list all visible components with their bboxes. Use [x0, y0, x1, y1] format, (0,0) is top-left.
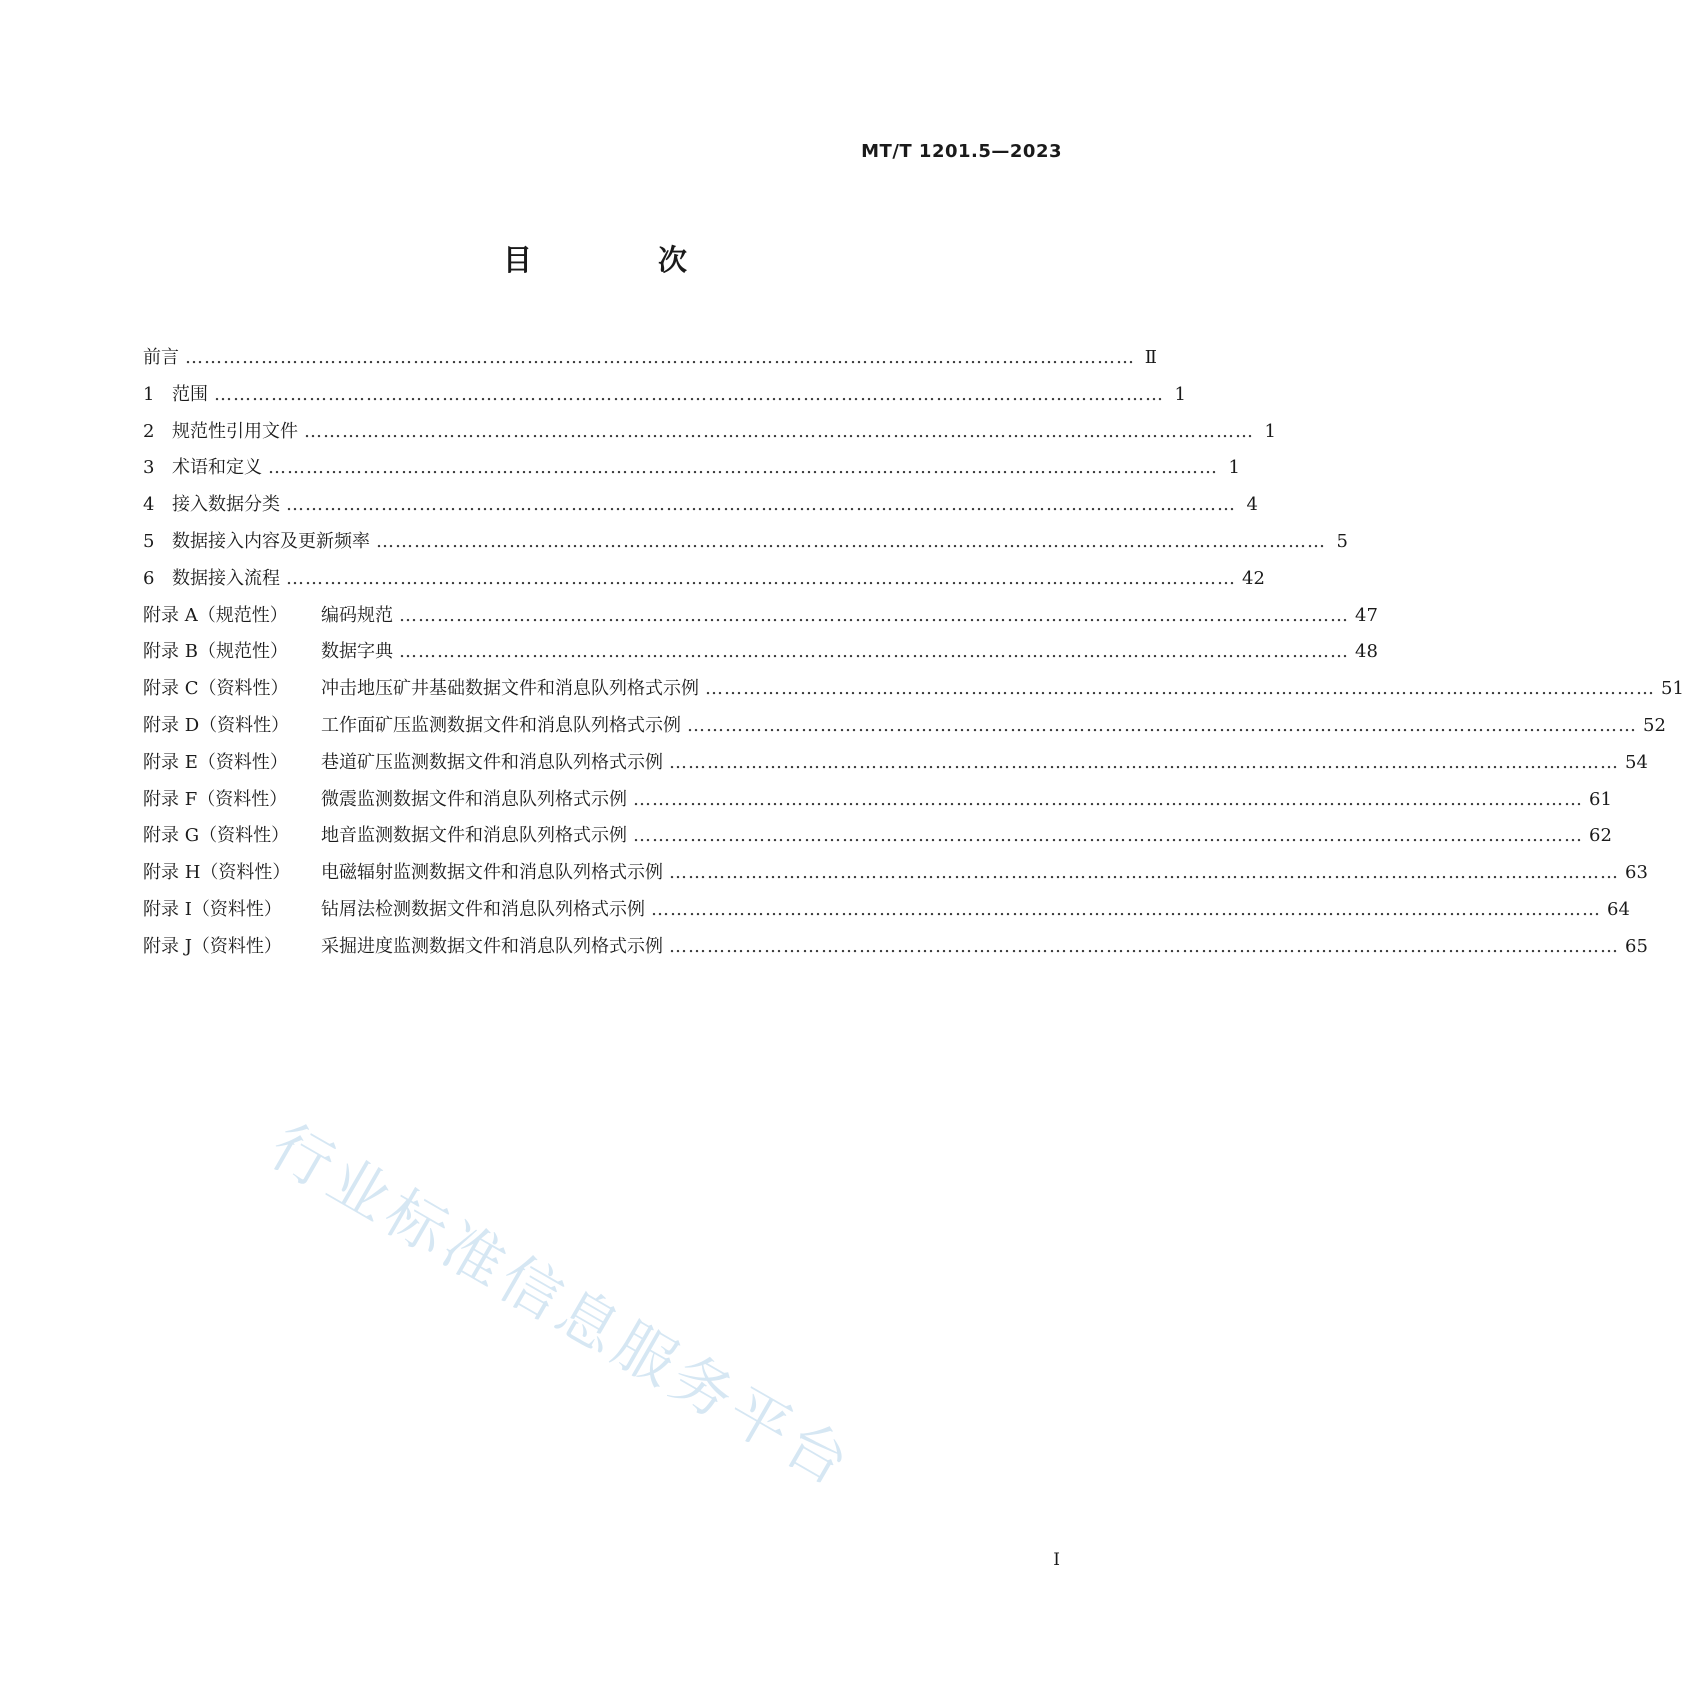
toc-appendix-label: 附录 H（资料性）: [143, 862, 291, 884]
page-title: 目 次: [502, 243, 746, 277]
toc-row-4[interactable]: [143, 493, 1258, 530]
toc-page-number: 63: [1625, 862, 1648, 884]
toc-section-number: 6: [143, 567, 155, 589]
toc-entry-text: 钻屑法检测数据文件和消息队列格式示例: [321, 898, 645, 920]
toc-row-appendix-c[interactable]: [143, 677, 1684, 714]
toc-section-number: 1: [143, 383, 155, 405]
toc-row-3[interactable]: [143, 456, 1240, 493]
toc-row-appendix-i[interactable]: [143, 898, 1630, 935]
watermark: 行业标准信息服务平台: [258, 1111, 866, 1502]
toc-entry-text: 编码规范: [321, 604, 393, 626]
toc-row-1[interactable]: [143, 383, 1186, 420]
toc-page-number: 64: [1607, 898, 1630, 920]
toc-entry-text: 采掘进度监测数据文件和消息队列格式示例: [321, 935, 663, 957]
toc-section-number: 5: [143, 530, 155, 552]
toc-entry-text: 范围: [172, 383, 208, 405]
toc-entry-text: 数据接入内容及更新频率: [172, 530, 370, 552]
toc-leader: ……………………………………………………………………………………………………………………………………: [399, 641, 1349, 663]
toc-row-2[interactable]: [143, 420, 1276, 457]
toc-entry-text: 工作面矿压监测数据文件和消息队列格式示例: [321, 714, 681, 736]
toc-page-number: 61: [1589, 788, 1612, 810]
toc-leader: ……………………………………………………………………………………………………………………………………: [651, 898, 1601, 920]
toc-leader: ……………………………………………………………………………………………………………………………………: [214, 383, 1164, 405]
toc-entry-text: 接入数据分类: [172, 494, 280, 516]
toc-leader: ……………………………………………………………………………………………………………………………………: [304, 420, 1254, 442]
toc-entry-text: 电磁辐射监测数据文件和消息队列格式示例: [321, 862, 663, 884]
toc-row-appendix-h[interactable]: [143, 861, 1648, 898]
toc-row-appendix-b[interactable]: [143, 640, 1378, 677]
toc-page-number: 47: [1355, 604, 1378, 626]
page-number: I: [1053, 1550, 1060, 1570]
document-code: MT/T 1201.5—2023: [861, 141, 1062, 162]
toc-row-5[interactable]: [143, 530, 1348, 567]
toc-row-appendix-a[interactable]: [143, 604, 1378, 641]
toc-row-6[interactable]: [143, 567, 1265, 604]
toc-page-number: 52: [1643, 714, 1666, 736]
toc-section-number: 4: [143, 494, 155, 516]
toc-page-number: 1: [1228, 457, 1240, 479]
toc-appendix-label: 附录 D（资料性）: [143, 714, 290, 736]
toc-page-number: 48: [1355, 641, 1378, 663]
toc-leader: ……………………………………………………………………………………………………………………………………: [399, 604, 1349, 626]
toc-leader: ……………………………………………………………………………………………………………………………………: [633, 788, 1583, 810]
toc-appendix-label: 附录 C（资料性）: [143, 678, 289, 700]
toc-row-foreword[interactable]: [143, 346, 1157, 383]
toc-section-number: 2: [143, 420, 155, 442]
toc-appendix-label: 附录 E（资料性）: [143, 751, 288, 773]
toc-entry-text: 前言: [143, 347, 179, 368]
toc-page-number: 4: [1246, 494, 1258, 516]
toc-leader: ……………………………………………………………………………………………………………………………………: [687, 714, 1637, 736]
toc-row-appendix-j[interactable]: [143, 935, 1648, 972]
toc-entry-text: 巷道矿压监测数据文件和消息队列格式示例: [321, 751, 663, 773]
toc-appendix-label: 附录 A（规范性）: [143, 604, 288, 626]
toc-page-number: 5: [1336, 530, 1348, 552]
toc-leader: ……………………………………………………………………………………………………………………………………: [286, 567, 1236, 589]
toc-entry-text: 数据字典: [321, 641, 393, 663]
toc-leader: ……………………………………………………………………………………………………………………………………: [669, 862, 1619, 884]
toc-page-number: 42: [1242, 567, 1265, 589]
toc-entry-text: 冲击地压矿井基础数据文件和消息队列格式示例: [321, 678, 699, 700]
toc-entry-text: 地音监测数据文件和消息队列格式示例: [321, 825, 627, 847]
toc-appendix-label: 附录 F（资料性）: [143, 788, 288, 810]
toc-leader: ……………………………………………………………………………………………………………………………………: [268, 457, 1218, 479]
toc-section-number: 3: [143, 457, 155, 479]
toc-entry-text: 规范性引用文件: [172, 420, 298, 442]
toc-page-number: 51: [1661, 678, 1684, 700]
toc-entry-text: 微震监测数据文件和消息队列格式示例: [321, 788, 627, 810]
toc-page-number: 65: [1625, 935, 1648, 957]
toc-entry-text: 数据接入流程: [172, 567, 280, 589]
toc-page-number: 62: [1589, 825, 1612, 847]
toc-appendix-label: 附录 G（资料性）: [143, 825, 290, 847]
table-of-contents: [143, 346, 1684, 972]
toc-row-appendix-f[interactable]: [143, 788, 1612, 825]
toc-leader: ……………………………………………………………………………………………………………………………………: [633, 825, 1583, 847]
toc-row-appendix-d[interactable]: [143, 714, 1666, 751]
toc-page-number: 1: [1174, 383, 1186, 405]
toc-appendix-label: 附录 J（资料性）: [143, 935, 282, 957]
toc-leader: ……………………………………………………………………………………………………………………………………: [669, 751, 1619, 773]
toc-leader: ……………………………………………………………………………………………………………………………………: [705, 678, 1655, 700]
toc-page-number: 1: [1264, 420, 1276, 442]
toc-leader: ……………………………………………………………………………………………………………………………………: [376, 530, 1326, 552]
toc-appendix-label: 附录 I（资料性）: [143, 898, 282, 920]
toc-leader: ……………………………………………………………………………………………………………………………………: [286, 494, 1236, 516]
toc-leader: ……………………………………………………………………………………………………………………………………: [669, 935, 1619, 957]
toc-leader: ……………………………………………………………………………………………………………………………………: [185, 347, 1135, 368]
toc-page-number: 54: [1625, 751, 1648, 773]
toc-page-number: Ⅱ: [1144, 347, 1157, 368]
toc-entry-text: 术语和定义: [172, 457, 262, 479]
toc-appendix-label: 附录 B（规范性）: [143, 641, 288, 663]
toc-row-appendix-g[interactable]: [143, 824, 1612, 861]
toc-row-appendix-e[interactable]: [143, 751, 1648, 788]
